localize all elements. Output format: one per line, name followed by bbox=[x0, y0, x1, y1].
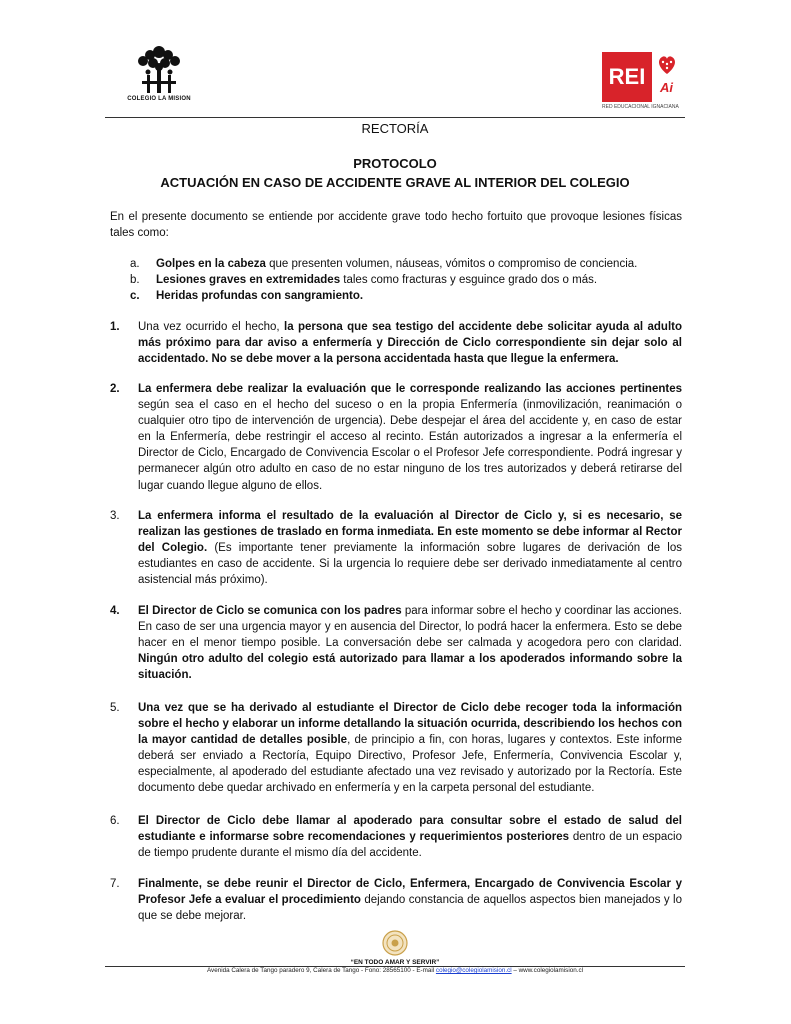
protocol-step: Finalmente, se debe reunir el Director de Ciclo, Enfermera, Encargado de Convivencia Escolar y Profesor Jefe a evaluar el procedimiento dejando constancia de aquellos aspectos bien manejados y lo que se debe mejorar. bbox=[138, 878, 682, 923]
rei-side-emblem bbox=[654, 52, 680, 102]
item-number: 5. bbox=[110, 702, 120, 714]
intro-paragraph: En el presente documento se entiende por accidente grave todo hecho fortuito que provoque lesiones físicas tales como: bbox=[110, 211, 682, 240]
item-number: 4. bbox=[110, 605, 120, 617]
list-item: Golpes en la cabeza que presenten volumen, náuseas, vómitos o compromiso de conciencia. bbox=[156, 258, 638, 270]
list-letter: c. bbox=[130, 290, 140, 302]
list-item: Lesiones graves en extremidades tales como fracturas y esguince grado dos o más. bbox=[156, 274, 598, 286]
list-letter: a. bbox=[130, 258, 140, 270]
footer-email-link[interactable]: colegio@colegiolamision.cl bbox=[435, 967, 512, 974]
item-number: 1. bbox=[110, 321, 120, 333]
tree-logo-icon bbox=[118, 43, 200, 95]
protocol-step: La enfermera debe realizar la evaluación que le corresponde realizando las acciones pertinentes según sea el caso en el hecho del suceso o en la propia Enfermería (inmovilización, reanimación o cualquier otro tipo de intervención de urgencia). Debe despejar el área del accidente y, en caso de estar en la Enfermería, debe restringir el acceso al recinto. Están autorizados a ingresar a la enfermería el Director de Ciclo, Encargado de Convivencia Escolar o el Profesor Jefe correspondiente. Podrá ingresar y permanecer algún otro adulto en caso de no estar ninguno de los tres autorizados y deberá retirarse del lugar cuando llegue alguno de ellos. bbox=[138, 383, 682, 492]
rei-side-text: Ai bbox=[660, 80, 673, 95]
protocol-step: Una vez que se ha derivado al estudiante el Director de Ciclo debe recoger toda la información sobre el hecho y elaborar un informe detallando la situación ocurrida, describiendo los hechos con la mayor cantidad de detalles posible, de principio a fin, con horas, lugares y contextos. Este informe deberá ser enviado a Rectoría, Equipo Directivo, Profesor Jefe, Enfermería, Convivencia Escolar y, especialmente, al apoderado del estudiante afectado una vez revisado y autorizado por la Rectoría. Este documento debe quedar archivado en enfermería y en la carpeta personal del estudiante. bbox=[138, 702, 682, 795]
protocol-step: El Director de Ciclo debe llamar al apoderado para consultar sobre el estado de salud del estudiante e informarse sobre recomendaciones y requerimientos posteriores dentro de un espacio de tiempo prudente durante el mismo día del accidente. bbox=[138, 815, 683, 860]
protocol-step: Una vez ocurrido el hecho, la persona que sea testigo del accidente debe solicitar ayuda al adulto más próximo para dar aviso a enfermería y Dirección de Ciclo correspondiente sin dejar solo al accidentado. No se debe mover a la persona accidentada hasta que llegue la enfermera. bbox=[138, 321, 682, 366]
rei-logo-text: REI bbox=[602, 52, 652, 102]
header-divider bbox=[105, 117, 685, 118]
list-letter: b. bbox=[130, 274, 140, 286]
list-item: Heridas profundas con sangramiento. bbox=[156, 290, 364, 302]
protocol-step: El Director de Ciclo se comunica con los padres para informar sobre el hecho y coordinar las acciones. En caso de ser una urgencia mayor y en ausencia del Director, lo podrá hacer la enfermera. Esto se debe hacer en el menor tiempo posible. La conversación debe ser calmada y acogedora pero con claridad. Ningún otro adulto del colegio está autorizado para llamar a los apoderados informando sobre la situación. bbox=[138, 605, 682, 682]
footer-address: Avenida Calera de Tango paradero 9, Calera de Tango - Fono: 28565100 - E-mail bbox=[206, 967, 436, 974]
rei-logo-caption: RED EDUCACIONAL IGNACIANA bbox=[602, 104, 679, 110]
footer-contact bbox=[105, 967, 685, 974]
item-number: 6. bbox=[110, 815, 120, 827]
footer-motto: “EN TODO AMAR Y SERVIR” bbox=[350, 959, 440, 966]
item-number: 2. bbox=[110, 383, 120, 395]
protocol-step: La enfermera informa el resultado de la evaluación al Director de Ciclo y, si es necesario, se realizan las gestiones de traslado en forma inmediata. En este momento se debe informar al Rector del Colegio. (Es importante tener previamente la información sobre lugares de derivación de los estudiantes en caso de accidente. Si la urgencia lo requiere debe ser derivado inmediatamente al centro asistencial más próximo). bbox=[138, 510, 683, 587]
left-logo-caption: COLEGIO LA MISION bbox=[127, 96, 191, 102]
footer-emblem-icon bbox=[382, 930, 408, 956]
protocol-heading: PROTOCOLO bbox=[353, 156, 437, 171]
colegio-logo bbox=[118, 43, 200, 105]
footer-web: – www.colegiolamision.cl bbox=[511, 967, 584, 974]
item-number: 3. bbox=[110, 510, 120, 522]
document-title: ACTUACIÓN EN CASO DE ACCIDENTE GRAVE AL INTERIOR DEL COLEGIO bbox=[160, 175, 630, 190]
department-title: RECTORÍA bbox=[361, 121, 429, 136]
rei-logo bbox=[602, 52, 682, 116]
item-number: 7. bbox=[110, 878, 120, 890]
